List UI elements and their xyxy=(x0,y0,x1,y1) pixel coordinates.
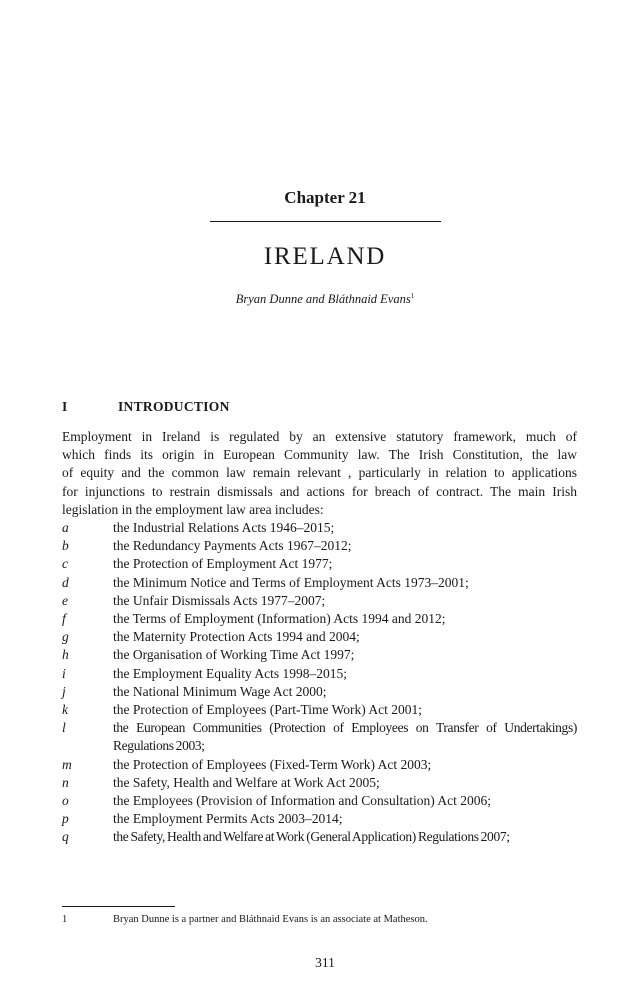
list-item-letter: j xyxy=(62,683,66,699)
footnote-text: Bryan Dunne is a partner and Bláthnaid Evans is an associate at Matheson. xyxy=(113,914,428,925)
footnote-rule xyxy=(62,906,175,907)
list-item-letter: p xyxy=(62,811,69,827)
list-item-letter: f xyxy=(62,611,66,627)
authors-line xyxy=(0,292,638,307)
list-item-text: the Redundancy Payments Acts 1967–2012; xyxy=(113,538,352,554)
list-item-text: the Safety, Health and Welfare at Work Act 2005; xyxy=(113,774,380,790)
intro-line: which finds its origin in European Community law. The Irish Constitution, the law xyxy=(62,447,577,463)
list-item-letter: m xyxy=(62,756,72,772)
page-number: 311 xyxy=(315,955,335,970)
list-item xyxy=(62,701,577,719)
list-item xyxy=(62,810,577,828)
list-item-text: the Protection of Employment Act 1977; xyxy=(113,556,333,572)
list-item xyxy=(62,592,577,610)
footnote-number: 1 xyxy=(62,914,68,925)
list-item-letter: k xyxy=(62,702,68,718)
intro-line: Employment in Ireland is regulated by an extensive statutory framework, much of xyxy=(62,429,577,444)
list-item-letter: q xyxy=(62,829,69,845)
list-item xyxy=(62,719,577,755)
list-item-letter: b xyxy=(62,538,69,554)
list-item-text: the Safety, Health and Welfare at Work (General Application) Regulations 2007; xyxy=(113,829,510,845)
list-item-text: the Employees (Provision of Information and Consultation) Act 2006; xyxy=(113,793,491,809)
list-item xyxy=(62,665,577,683)
footnote xyxy=(62,914,428,925)
intro-line: for injunctions to restrain dismissals and actions for breach of contract. The main Irish xyxy=(62,483,577,499)
list-item-letter: i xyxy=(62,665,66,681)
list-item-text: the Terms of Employment (Information) Acts 1994 and 2012; xyxy=(113,611,446,627)
list-item-text: the National Minimum Wage Act 2000; xyxy=(113,683,327,699)
section-title: INTRODUCTION xyxy=(118,399,230,414)
section-heading xyxy=(62,399,230,415)
list-item-text: the Organisation of Working Time Act 1997; xyxy=(113,647,355,663)
list-item-text: the Employment Equality Acts 1998–2015; xyxy=(113,665,347,681)
list-item xyxy=(62,519,577,537)
list-item xyxy=(62,683,577,701)
footnote-marker[interactable]: 1 xyxy=(410,292,415,300)
list-item-text: the Maternity Protection Acts 1994 and 2004; xyxy=(113,629,360,645)
legislation-list xyxy=(62,519,577,847)
chapter-title: IRELAND xyxy=(263,243,387,270)
list-item xyxy=(62,756,577,774)
list-item-letter: e xyxy=(62,592,68,608)
list-item-text: the Industrial Relations Acts 1946–2015; xyxy=(113,520,335,535)
list-item-letter: o xyxy=(62,793,69,809)
list-item xyxy=(62,774,577,792)
intro-paragraph xyxy=(62,428,577,519)
list-item-letter: g xyxy=(62,629,69,645)
list-item xyxy=(62,555,577,573)
list-item-letter: a xyxy=(62,520,69,535)
list-item-text: the Protection of Employees (Part-Time Work) Act 2001; xyxy=(113,702,422,718)
list-item-letter: h xyxy=(62,647,69,663)
list-item xyxy=(62,792,577,810)
list-item-text: the Employment Permits Acts 2003–2014; xyxy=(113,811,343,827)
section-number: I xyxy=(62,399,68,414)
chapter-divider-rule xyxy=(210,221,441,222)
list-item xyxy=(62,574,577,592)
list-item-letter: n xyxy=(62,774,69,790)
list-item-letter: l xyxy=(62,720,66,736)
authors-names: Bryan Dunne and Bláthnaid Evans xyxy=(235,292,411,306)
list-item-text: the Minimum Notice and Terms of Employment Acts 1973–2001; xyxy=(113,574,469,590)
list-item xyxy=(62,537,577,555)
intro-line: of equity and the common law remain relevant , particularly in relation to applications xyxy=(62,465,577,481)
list-item-text: the Protection of Employees (Fixed-Term Work) Act 2003; xyxy=(113,756,432,772)
list-item-text: the European Communities (Protection of Employees on Transfer of Undertakings) Regulations 2003; xyxy=(113,720,577,754)
intro-line: legislation in the employment law area includes: xyxy=(62,501,324,517)
list-item xyxy=(62,610,577,628)
list-item-letter: d xyxy=(62,574,69,590)
list-item xyxy=(62,828,577,846)
list-item-text: the Unfair Dismissals Acts 1977–2007; xyxy=(113,592,326,608)
list-item xyxy=(62,628,577,646)
list-item xyxy=(62,646,577,664)
list-item-letter: c xyxy=(62,556,68,572)
chapter-label: Chapter 21 xyxy=(284,188,366,207)
